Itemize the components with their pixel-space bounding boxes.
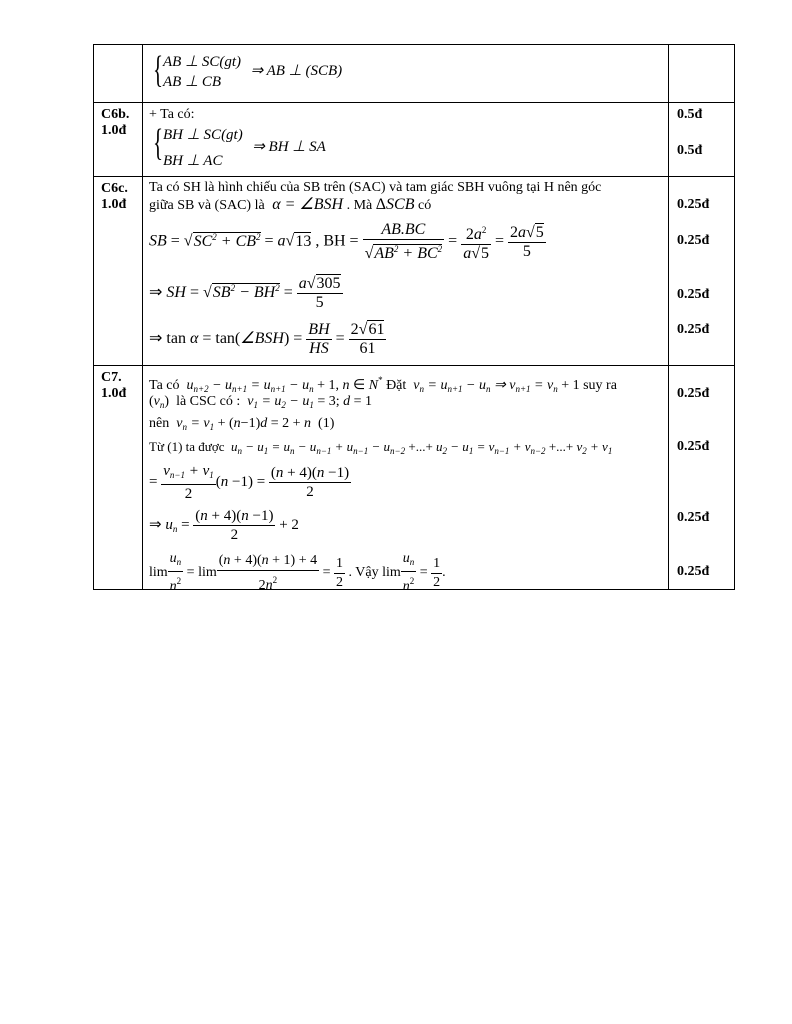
question-label-cell	[94, 177, 143, 366]
intro-text: + Ta có:	[149, 107, 195, 122]
perpendicular-system: { AB ⊥ SC(gt) AB ⊥ CB	[153, 49, 242, 91]
score: 0.25đ	[677, 197, 710, 212]
fraction: $\frac{u_n}{n^2}$	[402, 551, 415, 594]
score: 0.25đ	[677, 322, 710, 337]
formula: α = ∠BSH	[268, 196, 344, 213]
formula-line: Từ (1) ta được $u_n - u_1 = u_n - u_{n-1} + u_{n-1} - u_{n-2}$ +...+ $u_2 - u_1 = v_{n-1} + v_{n-2}$ +...+ $v_2 + v_1$	[149, 439, 613, 456]
formula-line: ⇒ $u_n$ = $\frac{(n + 4)(n -1)}{2}$ + 2	[149, 508, 299, 543]
question-label: C6c. 1.0đ	[101, 181, 128, 212]
fraction: $\frac{u_n}{n^2}$	[169, 551, 182, 594]
solution-cell	[143, 366, 669, 594]
system-line: BH ⊥ AC	[163, 153, 223, 169]
table-row	[94, 177, 735, 366]
fraction: $\frac{2√61}{61}$	[350, 321, 385, 357]
points-cell	[669, 45, 735, 103]
question-label: C6b. 1.0đ	[101, 107, 130, 138]
question-label-cell	[94, 366, 143, 590]
answer-table	[93, 44, 735, 594]
text-part: . Mà	[346, 198, 373, 213]
solution-cell	[143, 103, 669, 177]
score: 0.5đ	[677, 143, 703, 158]
formula-line: = $\frac{v_{n-1} + v_1}{2}$ (n −1) = $\frac{(n + 4)(n -1)}{2}$	[149, 463, 350, 502]
system-line: AB ⊥ CB	[163, 74, 222, 90]
points-cell	[669, 366, 735, 590]
formula-line: ⇒ tan α = tan(∠BSH) = $\frac{BH}{HS}$ = $\frac{2√61}{61}$	[149, 321, 385, 357]
solution-cell	[143, 45, 669, 103]
fraction: $\frac{a√305}{5}$	[298, 275, 341, 311]
question-label: C7. 1.0đ	[101, 370, 127, 401]
formula-line: nên $v_n = v_1 + (n-1)d = 2 + n$ (1)	[149, 416, 335, 432]
text-line	[149, 197, 431, 214]
points-cell	[669, 177, 735, 366]
score: 0.25đ	[677, 386, 710, 401]
fraction: $\frac{2a√5}{5}$	[510, 223, 544, 260]
system-line: AB ⊥ SC(gt)	[163, 54, 242, 70]
question-label-cell	[94, 45, 143, 103]
fraction: $\frac{(n + 4)(n -1)}{2}$	[195, 508, 274, 543]
formula-line: ⇒ SH = $√SB^2 - BH^2$ = $\frac{a√305}{5}$	[149, 275, 341, 311]
formula-line: lim $\frac{u_n}{n^2}$ = lim $\frac{(n + 4)(n + 1) + 4}{2n^2}$ = $\frac{1}{2}$ . Vậy lim $\frac{u_n}{n^2}$ = $\frac{1}{2}$ .	[149, 551, 446, 594]
formula: ΔSCB	[375, 196, 415, 213]
system-conclusion: ⇒ AB ⊥ (SCB)	[250, 63, 343, 80]
fraction: $\frac{2a^2}{a√5}$	[461, 221, 491, 263]
formula-line: $(v_n)$ là CSC có : $v_1 = u_2 - u_1 = 3$; d = 1	[149, 394, 373, 410]
points-cell	[669, 103, 735, 177]
fraction: $\frac{(n + 4)(n -1)}{2}$	[270, 465, 350, 500]
table-row	[94, 45, 735, 103]
formula-line: Ta có $u_{n+2} - u_{n+1} = u_{n+1} - u_n + 1$, n ∈ N* Đặt $v_n = u_{n+1} - u_n$ ⇒ $v_{n+1} = v_n + 1$ suy ra	[149, 375, 617, 394]
system-conclusion: ⇒ BH ⊥ SA	[252, 139, 326, 156]
score: 0.25đ	[677, 233, 710, 248]
fraction: $\frac{AB.BC}{√AB^2 + BC^2}$	[364, 221, 443, 262]
fraction: $\frac{BH}{HS}$	[308, 321, 330, 357]
formula-line: SB = $√SC^2 + CB^2 = a√13$ , BH = $\frac{AB.BC}{√AB^2 + BC^2}$ = $\frac{2a^2}{a√5}$ = $\frac{2a√5}{5}$	[149, 221, 544, 262]
system-line: BH ⊥ SC(gt)	[163, 127, 243, 143]
score: 0.5đ	[677, 107, 703, 122]
score: 0.25đ	[677, 439, 710, 454]
table-row	[94, 103, 735, 177]
solution-cell	[143, 177, 669, 366]
fraction: $\frac{1}{2}$	[433, 555, 441, 590]
perpendicular-system: { BH ⊥ SC(gt) BH ⊥ AC	[153, 122, 243, 169]
fraction: $\frac{(n + 4)(n + 1) + 4}{2n^2}$	[218, 552, 318, 593]
table-row	[94, 366, 735, 590]
score: 0.25đ	[677, 287, 710, 302]
fraction: $\frac{v_{n-1} + v_1}{2}$	[163, 463, 214, 502]
text-line: Ta có SH là hình chiếu của SB trên (SAC) và tam giác SBH vuông tại H nên góc	[149, 180, 602, 195]
score: 0.25đ	[677, 564, 710, 579]
text-part: có	[418, 198, 432, 213]
score: 0.25đ	[677, 510, 710, 525]
fraction: $\frac{1}{2}$	[336, 555, 344, 590]
text-part: giữa SB và (SAC) là	[149, 198, 265, 213]
question-label-cell	[94, 103, 143, 177]
